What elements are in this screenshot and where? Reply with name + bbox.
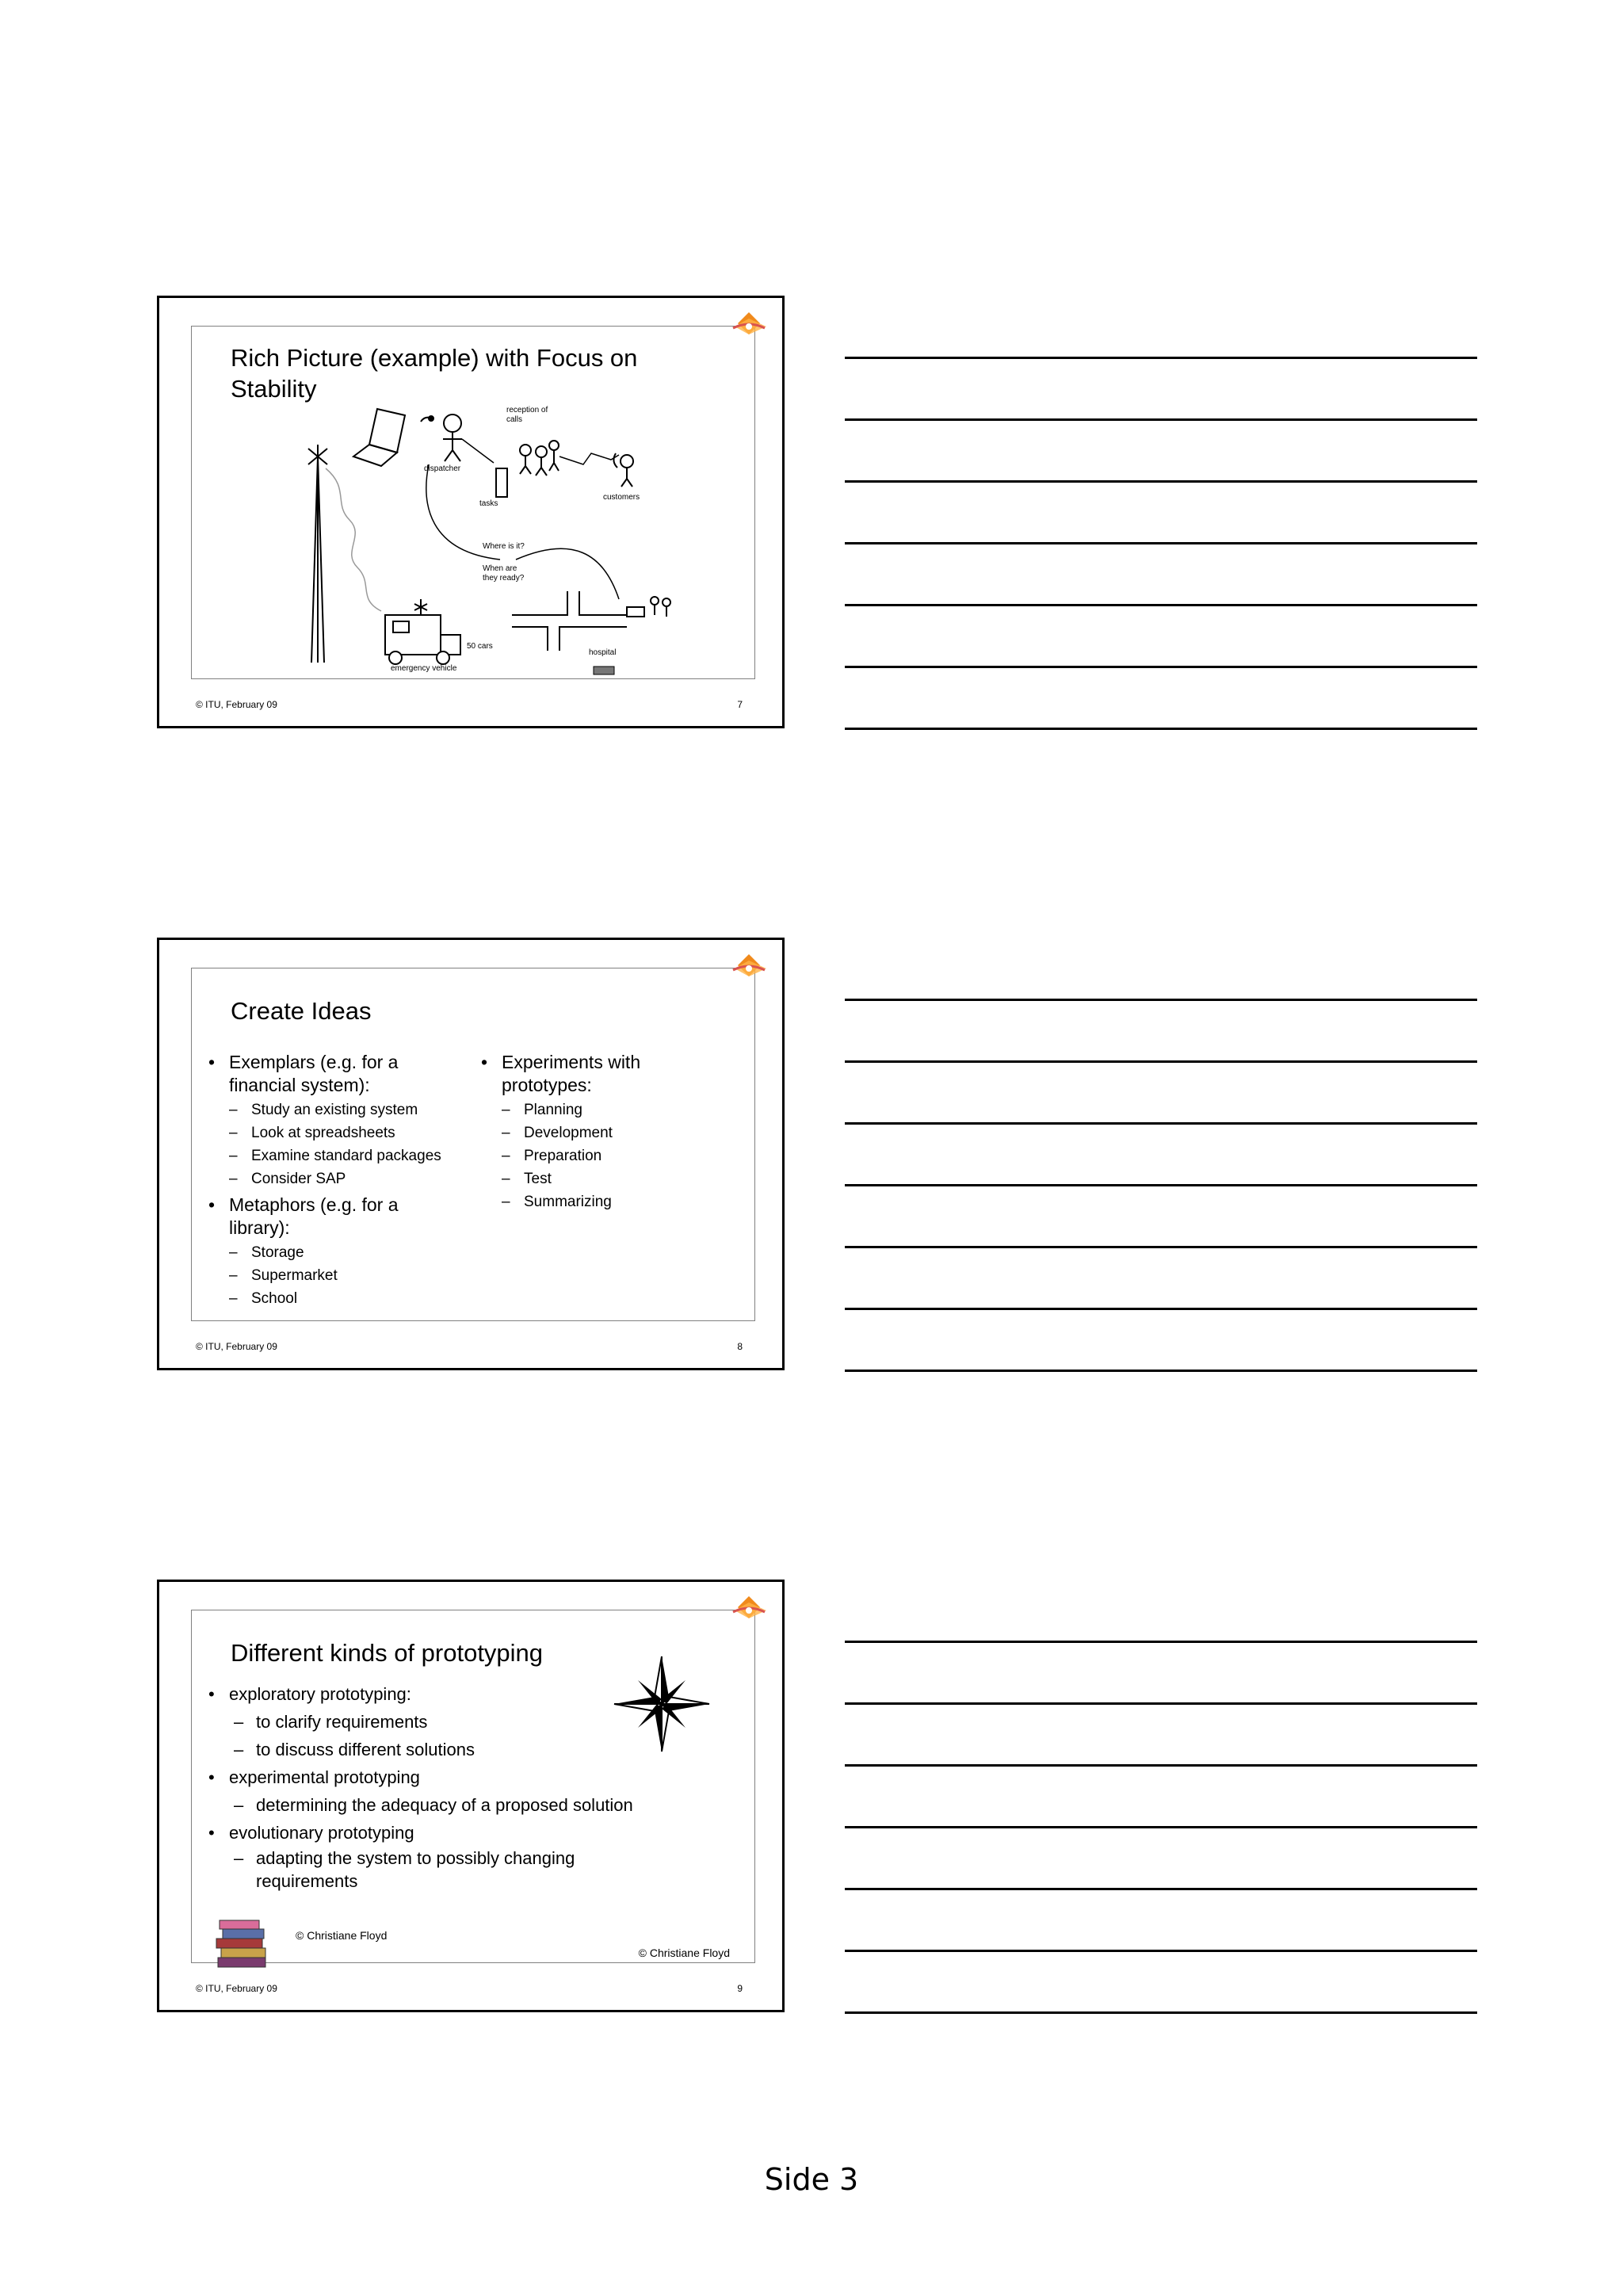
bullet-metaphors: • Metaphors (e.g. for a library): – Storage – Supermarket – School: [208, 1194, 470, 1310]
label-reception: reception of calls: [506, 406, 548, 424]
slide-footer: © ITU, February 09: [196, 699, 277, 710]
sub-item: – Examine standard packages: [229, 1144, 470, 1167]
note-line: [845, 1702, 1477, 1705]
sub-item: – School: [229, 1287, 470, 1310]
slide-title: Create Ideas: [231, 997, 372, 1025]
slide-number: 7: [737, 699, 743, 710]
sub-item: – Test: [502, 1167, 735, 1190]
tasks-folder-icon: [496, 468, 507, 497]
rich-picture-diagram: [159, 298, 782, 726]
laptop-icon: [353, 409, 405, 466]
sub-item: – Storage: [229, 1241, 470, 1264]
note-line: [845, 1641, 1477, 1643]
sub-item: – Look at spreadsheets: [229, 1121, 470, 1144]
slide-number: 9: [737, 1983, 743, 1994]
sub-item: – determining the adequacy of a proposed solution: [234, 1791, 755, 1819]
credit-right: © Christiane Floyd: [638, 1946, 730, 1959]
slide-title: Different kinds of prototyping: [231, 1639, 544, 1667]
bullet-experimental: • experimental prototyping – determining the adequacy of a proposed solution: [208, 1763, 755, 1819]
customer-figure-icon: [613, 453, 633, 487]
note-line: [845, 1370, 1477, 1372]
bullet-exemplars: • Exemplars (e.g. for a financial system): – Study an existing system – Look at spreadsheets – Examine standard packages – Consider SAP: [208, 1051, 470, 1190]
bullet-experiments: • Experiments with prototypes: – Planning – Development – Preparation – Test – Summarizing: [481, 1051, 735, 1213]
slide-7: [157, 296, 785, 728]
label-cars: 50 cars: [467, 642, 493, 651]
note-line: [845, 1950, 1477, 1952]
sub-item: – Consider SAP: [229, 1167, 470, 1190]
hospital-scene-icon: [627, 597, 670, 617]
sub-item: – to discuss different solutions: [234, 1736, 755, 1763]
right-column: [481, 1051, 735, 1213]
note-line: [845, 666, 1477, 668]
sub-item: – Study an existing system: [229, 1098, 470, 1121]
label-customers: customers: [603, 493, 640, 502]
sub-item: – Supermarket: [229, 1264, 470, 1287]
label-hospital: hospital: [589, 648, 617, 657]
note-line: [845, 1122, 1477, 1125]
slide-9: [157, 1580, 785, 2012]
note-line: [845, 542, 1477, 544]
label-where: Where is it?: [483, 542, 525, 551]
sub-item: – adapting the system to possibly changing requirements: [234, 1847, 755, 1893]
note-line: [845, 480, 1477, 483]
note-line: [845, 418, 1477, 421]
street-crossing-icon: [512, 591, 627, 651]
emergency-vehicle-icon: [385, 599, 460, 664]
note-line: [845, 1060, 1477, 1063]
label-emergency-vehicle: emergency vehicle: [391, 664, 457, 673]
sub-item: – to clarify requirements: [234, 1708, 755, 1736]
label-when: When are they ready?: [483, 564, 525, 583]
slide-8: [157, 938, 785, 1370]
note-line: [845, 1246, 1477, 1248]
label-tasks: tasks: [479, 499, 498, 508]
note-line: [845, 1308, 1477, 1310]
sub-item: – Summarizing: [502, 1190, 735, 1213]
note-line: [845, 1764, 1477, 1767]
sub-item: – Development: [502, 1121, 735, 1144]
itu-logo-icon: [730, 953, 768, 984]
note-line: [845, 999, 1477, 1001]
dispatcher-figure-icon: [421, 415, 462, 461]
note-line: [845, 728, 1477, 730]
bullet-exploratory: • exploratory prototyping: – to clarify requirements – to discuss different solutions: [208, 1680, 755, 1763]
itu-logo-icon: [730, 1595, 768, 1626]
note-line: [845, 1888, 1477, 1890]
phone-line: [559, 453, 619, 464]
note-line: [845, 1184, 1477, 1186]
radio-wave-line: [326, 468, 381, 611]
note-line: [845, 604, 1477, 606]
books-stack-icon: [215, 1918, 272, 1970]
label-dispatcher: dispatcher: [424, 464, 461, 473]
left-column: [208, 1051, 470, 1310]
slide-title: Rich Picture (example) with Focus on Stability: [231, 344, 638, 403]
hospital-block-icon: [594, 667, 614, 674]
note-line: [845, 1826, 1477, 1828]
antenna-tower-icon: [308, 445, 327, 663]
prototyping-list: [208, 1680, 755, 1893]
slide-number: 8: [737, 1341, 743, 1352]
slide-footer: © ITU, February 09: [196, 1983, 277, 1994]
page-number-label: Side 3: [764, 2162, 859, 2197]
call-reception-figures-icon: [520, 441, 559, 476]
note-line: [845, 357, 1477, 359]
credit-left: © Christiane Floyd: [296, 1929, 388, 1942]
slide-footer: © ITU, February 09: [196, 1341, 277, 1352]
note-line: [845, 2011, 1477, 2014]
sub-item: – Preparation: [502, 1144, 735, 1167]
bullet-evolutionary: • evolutionary prototyping – adapting the system to possibly changing requirements: [208, 1819, 755, 1893]
sub-item: – Planning: [502, 1098, 735, 1121]
